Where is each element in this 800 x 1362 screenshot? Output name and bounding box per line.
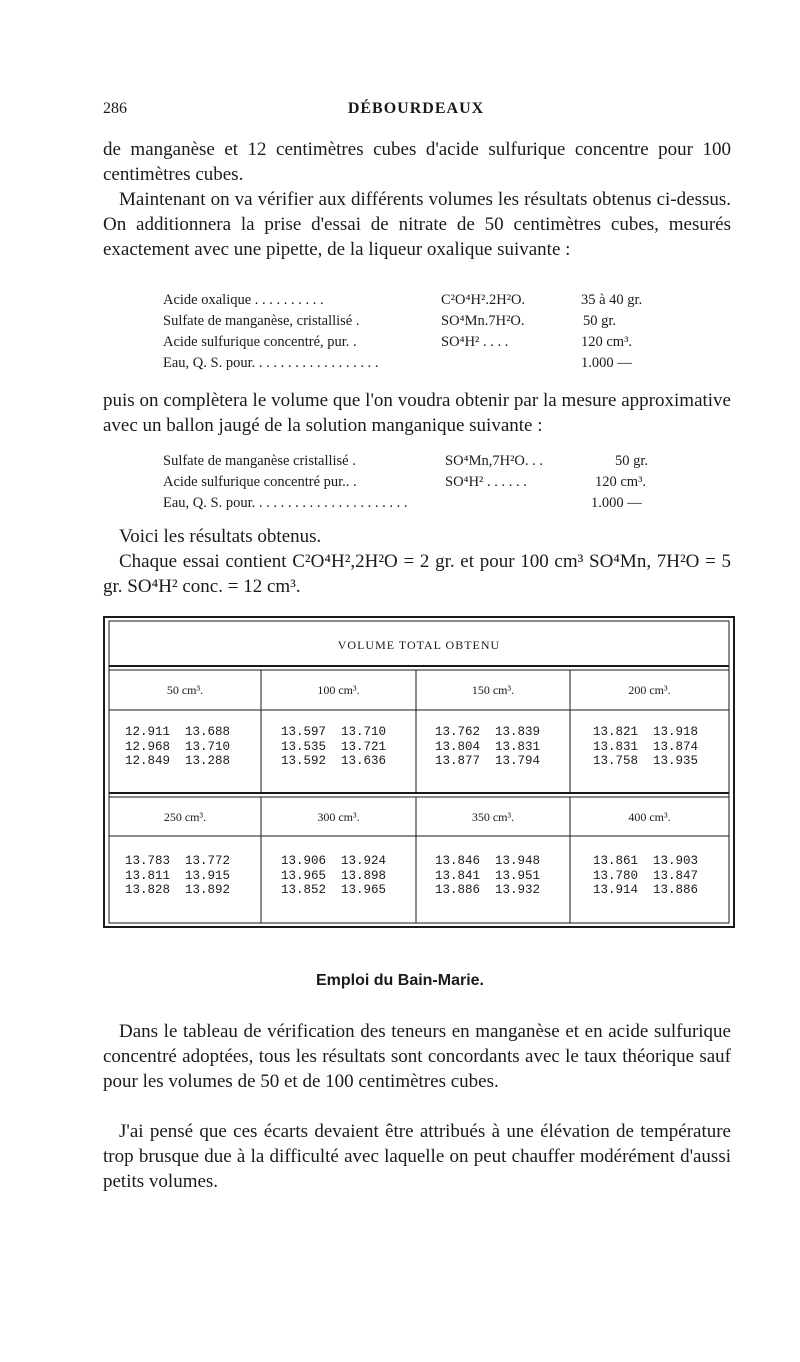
column-header-300: 300 cm³. [317, 810, 360, 824]
recipe-row [163, 290, 683, 311]
paragraph-explanation: J'ai pensé que ces écarts devaient être attribués à une élévation de température trop brusque due à la difficulté avec laquelle on peut chauffer modérément d'aussi petits volumes. [103, 1121, 731, 1192]
paragraph-completion: puis on complètera le volume que l'on voudra obtenir par la mesure approximative avec un ballon jaugé de la solution manganique suivante : [103, 390, 731, 436]
table-cell-values: 12.911 13.688 12.968 13.710 12.849 13.288 [125, 725, 231, 768]
column-header-50: 50 cm³. [166, 683, 204, 697]
ingredient-formula: SO⁴H² . . . . [441, 334, 509, 350]
paragraph-continuation: de manganèse et 12 centimètres cubes d'acide sulfurique concentre pour 100 centimètres cubes. [103, 139, 731, 185]
column-header-150: 150 cm³. [471, 683, 515, 697]
column-header-400: 400 cm³. [628, 810, 671, 824]
ingredient-name: Acide oxalique . . . . . . . . . . [163, 292, 324, 308]
ingredient-quantity: 1.000 — [591, 495, 642, 511]
ingredient-quantity: 120 cm³. [595, 474, 647, 490]
table-cell-values: 13.762 13.839 13.804 13.831 13.877 13.794 [435, 725, 541, 768]
recipe-row [163, 332, 683, 353]
page-number: 286 [103, 100, 127, 117]
ingredient-quantity: 1.000 — [581, 355, 632, 371]
column-header-350: 350 cm³. [471, 810, 515, 824]
table-cell-values: 13.846 13.948 13.841 13.951 13.886 13.932 [435, 854, 541, 897]
table-cell-values: 13.821 13.918 13.831 13.874 13.758 13.935 [593, 725, 699, 768]
ingredient-quantity: 35 à 40 gr. [581, 292, 643, 308]
ingredient-name: Eau, Q. S. pour. . . . . . . . . . . . . . . . . . . . . . [163, 495, 408, 511]
recipe-row [163, 472, 683, 493]
recipe-row [163, 311, 683, 332]
column-header-100: 100 cm³. [317, 683, 360, 697]
paragraph-verification-table: Dans le tableau de vérification des teneurs en manganèse et en acide sulfurique concentré adoptées, tous les résultats sont concordants avec le taux théorique sauf pour les volumes de 50 et de 100 centimètres cubes. [103, 1021, 731, 1092]
column-header-200: 200 cm³. [628, 683, 671, 697]
paragraph-results-intro: Voici les résultats obtenus. [119, 526, 322, 547]
ingredient-name: Sulfate de manganèse cristallisé . [163, 453, 356, 469]
ingredient-name: Acide sulfurique concentré pur.. . [163, 474, 357, 490]
table-title: VOLUME TOTAL OBTENU [337, 638, 501, 652]
recipe-manganic [163, 451, 683, 514]
ingredient-quantity: 50 gr. [583, 313, 617, 329]
section-title: Emploi du Bain-Marie. [315, 972, 484, 989]
paragraph-essay-content: Chaque essai contient C²O⁴H²,2H²O = 2 gr. et pour 100 cm³ SO⁴Mn, 7H²O = 5 gr. SO⁴H² conc. = 12 cm³. [103, 551, 731, 597]
ingredient-formula: SO⁴Mn,7H²O. . . [445, 453, 544, 469]
table-cell-values: 13.906 13.924 13.965 13.898 13.852 13.965 [281, 854, 387, 897]
table-cell-values: 13.597 13.710 13.535 13.721 13.592 13.636 [281, 725, 387, 768]
ingredient-name: Sulfate de manganèse, cristallisé . [163, 313, 360, 329]
table-cell-values: 13.783 13.772 13.811 13.915 13.828 13.892 [125, 854, 231, 897]
results-table [103, 616, 735, 928]
recipe-row [163, 451, 683, 472]
column-header-250: 250 cm³. [163, 810, 207, 824]
ingredient-formula: C²O⁴H².2H²O. [441, 292, 526, 308]
ingredient-quantity: 120 cm³. [581, 334, 633, 350]
ingredient-formula: SO⁴H² . . . . . . [445, 474, 527, 490]
recipe-row [163, 353, 683, 374]
ingredient-name: Eau, Q. S. pour. . . . . . . . . . . . . . . . . . [163, 355, 379, 371]
ingredient-name: Acide sulfurique concentré, pur. . [163, 334, 357, 350]
running-title: DÉBOURDEAUX [347, 100, 485, 117]
ingredient-formula: SO⁴Mn.7H²O. [441, 313, 525, 329]
page-header [103, 100, 729, 124]
table-cell-values: 13.861 13.903 13.780 13.847 13.914 13.886 [593, 854, 699, 897]
paragraph-verification: Maintenant on va vérifier aux différents volumes les résultats obtenus ci-dessus. On additionnera la prise d'essai de nitrate de 50 centimètres cubes, mesurés exactement avec une pipette, de la liqueur oxalique suivante : [103, 189, 731, 260]
recipe-row [163, 493, 683, 514]
recipe-oxalic [163, 290, 683, 374]
ingredient-quantity: 50 gr. [615, 453, 649, 469]
